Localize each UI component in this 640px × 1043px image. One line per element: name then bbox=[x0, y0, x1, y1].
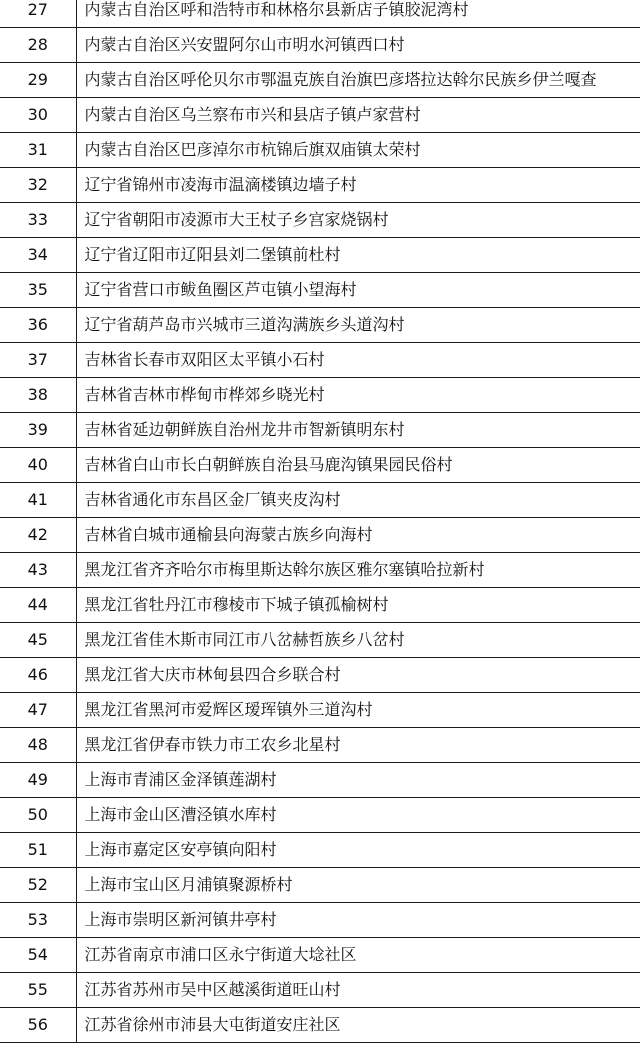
village-name: 辽宁省朝阳市凌源市大王杖子乡宫家烧锅村 bbox=[76, 203, 640, 238]
village-name: 吉林省通化市东昌区金厂镇夹皮沟村 bbox=[76, 483, 640, 518]
row-number: 49 bbox=[0, 763, 76, 798]
village-name: 江苏省徐州市沛县大屯街道安庄社区 bbox=[76, 1008, 640, 1043]
table-row bbox=[0, 973, 640, 1008]
village-name: 黑龙江省佳木斯市同江市八岔赫哲族乡八岔村 bbox=[76, 623, 640, 658]
table-row bbox=[0, 0, 640, 28]
table-row bbox=[0, 868, 640, 903]
row-number: 45 bbox=[0, 623, 76, 658]
table-row bbox=[0, 658, 640, 693]
table-row bbox=[0, 133, 640, 168]
table-row bbox=[0, 203, 640, 238]
village-name: 吉林省白山市长白朝鲜族自治县马鹿沟镇果园民俗村 bbox=[76, 448, 640, 483]
table-row bbox=[0, 273, 640, 308]
table-row bbox=[0, 28, 640, 63]
village-name: 内蒙古自治区巴彦淖尔市杭锦后旗双庙镇太荣村 bbox=[76, 133, 640, 168]
row-number: 52 bbox=[0, 868, 76, 903]
row-number: 35 bbox=[0, 273, 76, 308]
village-name: 黑龙江省黑河市爱辉区瑷珲镇外三道沟村 bbox=[76, 693, 640, 728]
row-number: 31 bbox=[0, 133, 76, 168]
village-name: 吉林省延边朝鲜族自治州龙井市智新镇明东村 bbox=[76, 413, 640, 448]
village-name: 内蒙古自治区呼和浩特市和林格尔县新店子镇胶泥湾村 bbox=[76, 0, 640, 28]
row-number: 55 bbox=[0, 973, 76, 1008]
village-name: 吉林省长春市双阳区太平镇小石村 bbox=[76, 343, 640, 378]
row-number: 33 bbox=[0, 203, 76, 238]
village-name: 吉林省吉林市桦甸市桦郊乡晓光村 bbox=[76, 378, 640, 413]
table-row bbox=[0, 938, 640, 973]
village-name: 黑龙江省伊春市铁力市工农乡北星村 bbox=[76, 728, 640, 763]
row-number: 46 bbox=[0, 658, 76, 693]
village-name: 江苏省南京市浦口区永宁街道大埝社区 bbox=[76, 938, 640, 973]
row-number: 56 bbox=[0, 1008, 76, 1043]
village-name: 上海市金山区漕泾镇水库村 bbox=[76, 798, 640, 833]
row-number: 40 bbox=[0, 448, 76, 483]
table-row bbox=[0, 378, 640, 413]
village-name: 黑龙江省牡丹江市穆棱市下城子镇孤榆树村 bbox=[76, 588, 640, 623]
table-row bbox=[0, 623, 640, 658]
table-row bbox=[0, 833, 640, 868]
village-name: 辽宁省葫芦岛市兴城市三道沟满族乡头道沟村 bbox=[76, 308, 640, 343]
row-number: 36 bbox=[0, 308, 76, 343]
table-row bbox=[0, 588, 640, 623]
row-number: 44 bbox=[0, 588, 76, 623]
row-number: 43 bbox=[0, 553, 76, 588]
table-row bbox=[0, 63, 640, 98]
table-row bbox=[0, 763, 640, 798]
village-name: 辽宁省辽阳市辽阳县刘二堡镇前杜村 bbox=[76, 238, 640, 273]
village-name: 吉林省白城市通榆县向海蒙古族乡向海村 bbox=[76, 518, 640, 553]
village-name: 内蒙古自治区呼伦贝尔市鄂温克族自治旗巴彦塔拉达斡尔民族乡伊兰嘎查 bbox=[76, 63, 640, 98]
village-name: 内蒙古自治区乌兰察布市兴和县店子镇卢家营村 bbox=[76, 98, 640, 133]
table-row bbox=[0, 693, 640, 728]
village-name: 辽宁省营口市鲅鱼圈区芦屯镇小望海村 bbox=[76, 273, 640, 308]
row-number: 47 bbox=[0, 693, 76, 728]
row-number: 37 bbox=[0, 343, 76, 378]
village-name: 黑龙江省齐齐哈尔市梅里斯达斡尔族区雅尔塞镇哈拉新村 bbox=[76, 553, 640, 588]
table-row bbox=[0, 308, 640, 343]
table-row bbox=[0, 518, 640, 553]
table-row bbox=[0, 238, 640, 273]
table-row bbox=[0, 168, 640, 203]
village-name: 辽宁省锦州市凌海市温滴楼镇边墙子村 bbox=[76, 168, 640, 203]
table-row bbox=[0, 448, 640, 483]
row-number: 29 bbox=[0, 63, 76, 98]
table-row bbox=[0, 413, 640, 448]
table-row bbox=[0, 483, 640, 518]
table-row bbox=[0, 798, 640, 833]
row-number: 54 bbox=[0, 938, 76, 973]
village-name: 上海市嘉定区安亭镇向阳村 bbox=[76, 833, 640, 868]
row-number: 30 bbox=[0, 98, 76, 133]
village-name: 内蒙古自治区兴安盟阿尔山市明水河镇西口村 bbox=[76, 28, 640, 63]
row-number: 34 bbox=[0, 238, 76, 273]
table-row bbox=[0, 98, 640, 133]
row-number: 51 bbox=[0, 833, 76, 868]
table-row bbox=[0, 903, 640, 938]
table-row bbox=[0, 728, 640, 763]
table-row bbox=[0, 1008, 640, 1043]
row-number: 38 bbox=[0, 378, 76, 413]
row-number: 32 bbox=[0, 168, 76, 203]
village-name: 黑龙江省大庆市林甸县四合乡联合村 bbox=[76, 658, 640, 693]
row-number: 42 bbox=[0, 518, 76, 553]
row-number: 28 bbox=[0, 28, 76, 63]
row-number: 50 bbox=[0, 798, 76, 833]
village-name: 江苏省苏州市吴中区越溪街道旺山村 bbox=[76, 973, 640, 1008]
row-number: 27 bbox=[0, 0, 76, 28]
table-row bbox=[0, 553, 640, 588]
row-number: 41 bbox=[0, 483, 76, 518]
row-number: 39 bbox=[0, 413, 76, 448]
village-name: 上海市青浦区金泽镇莲湖村 bbox=[76, 763, 640, 798]
village-name: 上海市宝山区月浦镇聚源桥村 bbox=[76, 868, 640, 903]
row-number: 48 bbox=[0, 728, 76, 763]
row-number: 53 bbox=[0, 903, 76, 938]
table-row bbox=[0, 343, 640, 378]
village-name: 上海市崇明区新河镇井亭村 bbox=[76, 903, 640, 938]
